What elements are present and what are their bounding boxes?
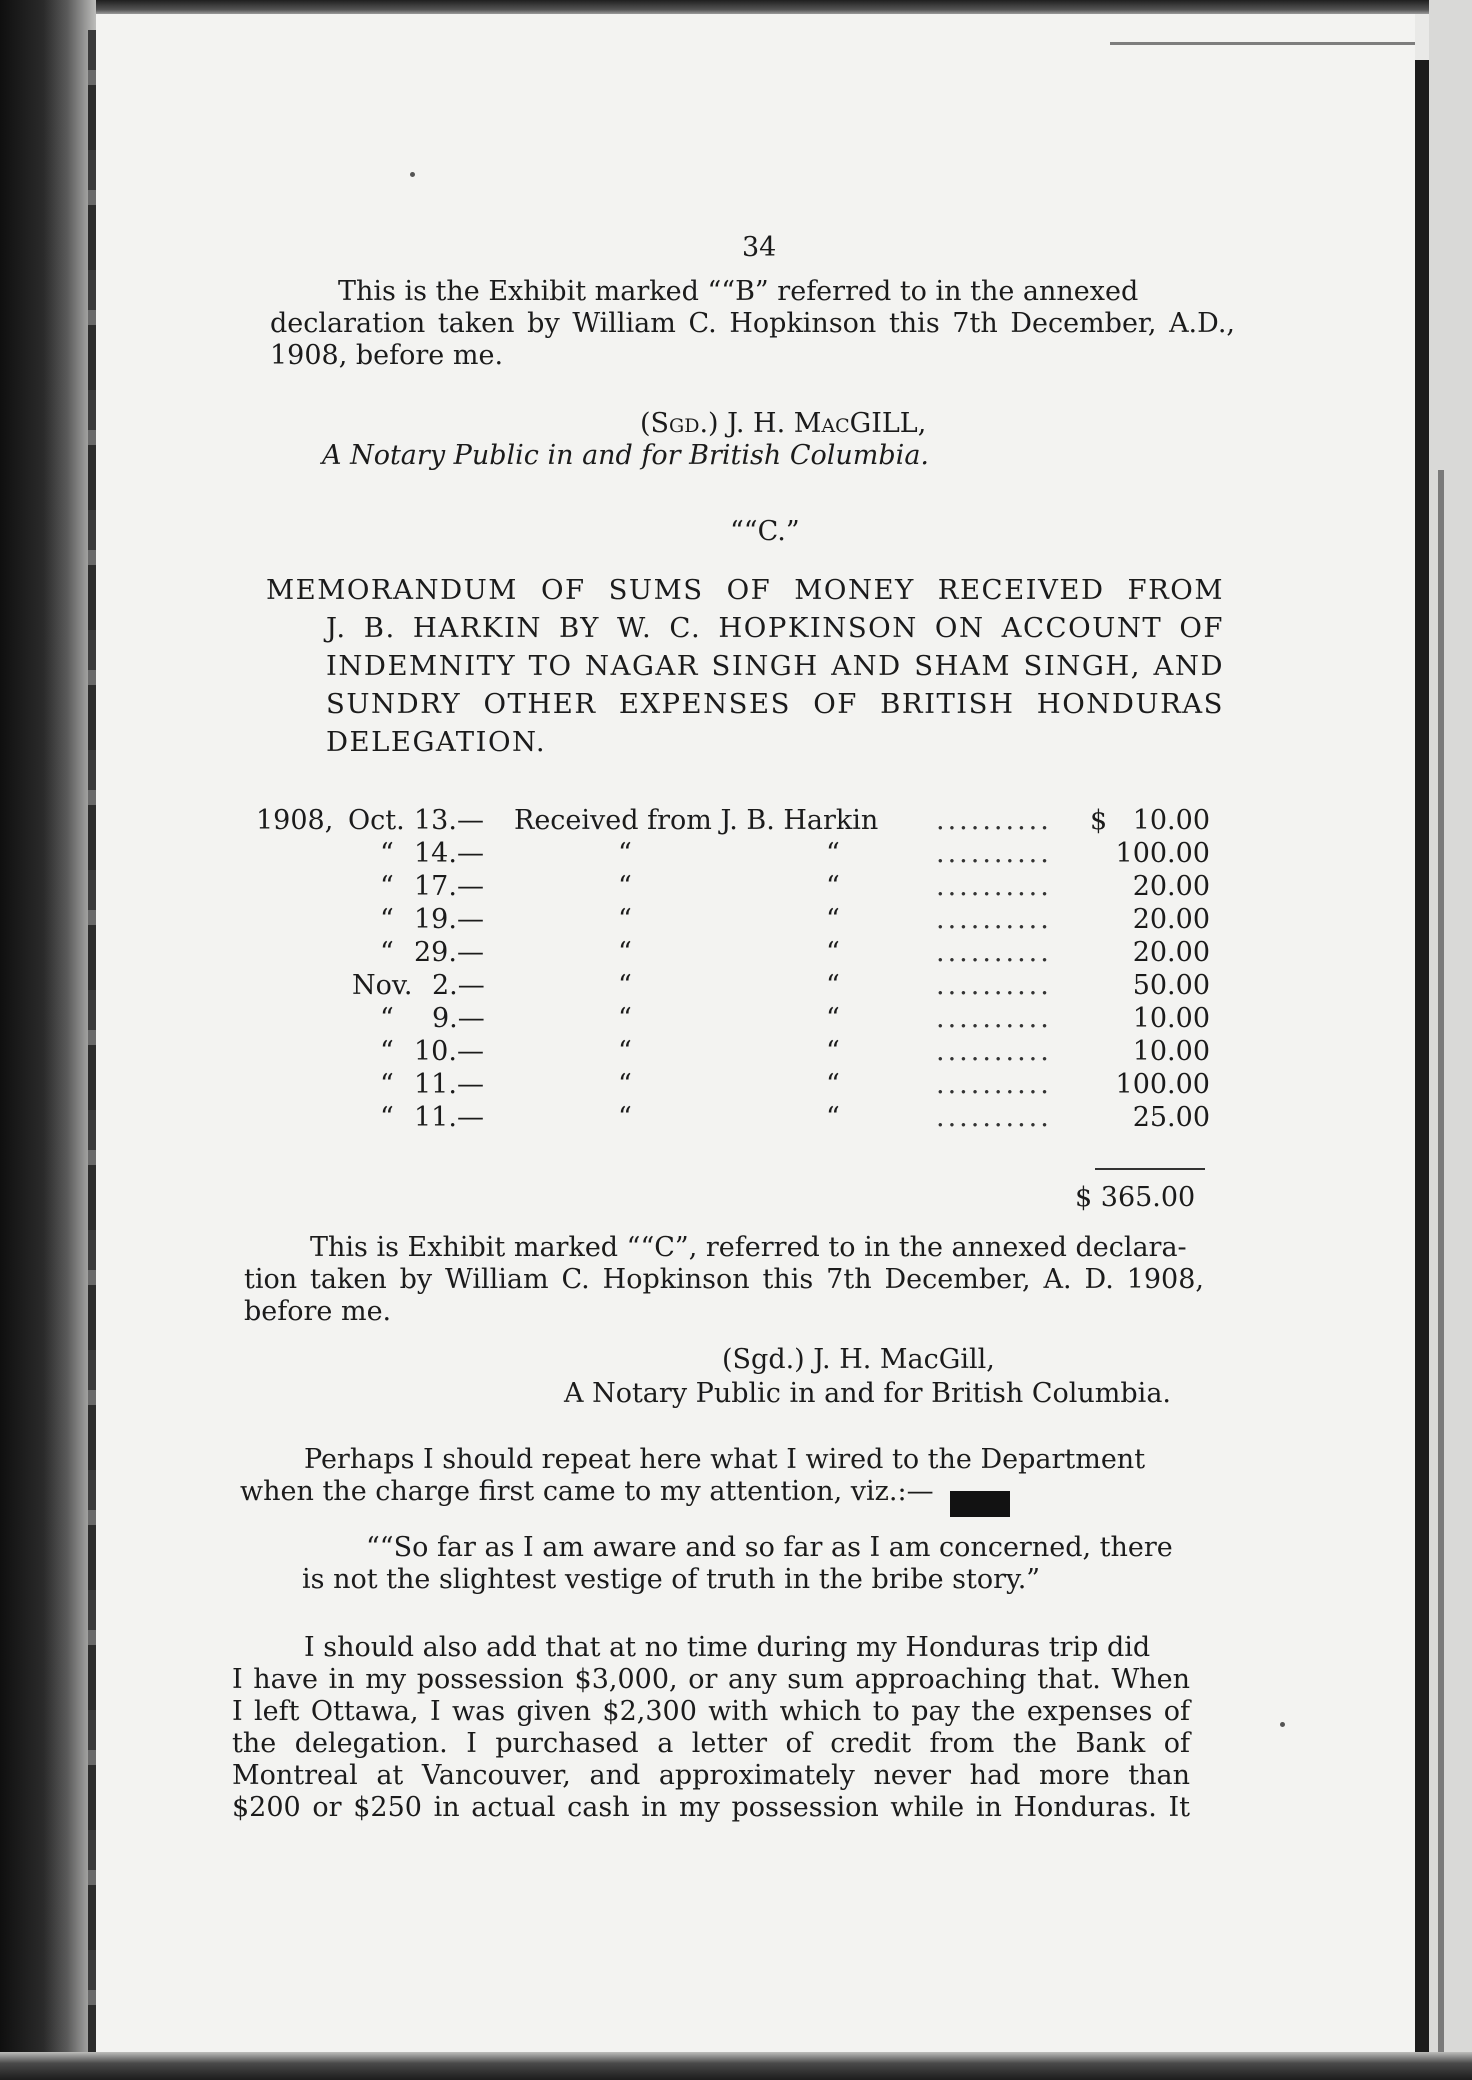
ledger-amount: 20.00: [1132, 871, 1210, 902]
ledger-day: 19.—: [414, 904, 484, 935]
scan-edge-right: [1429, 0, 1472, 2080]
ledger-leader-dots: ..........: [936, 1036, 1052, 1067]
ledger-ditto-mark: “: [618, 1069, 632, 1100]
paragraph-line: I should also add that at no time during my Honduras trip did: [304, 1632, 1151, 1663]
ledger-month: “: [380, 1102, 394, 1133]
ledger-amount: 25.00: [1132, 1102, 1210, 1133]
ledger-month: “: [380, 1003, 394, 1034]
ledger-dollar-sign: $: [1090, 805, 1108, 836]
ledger-amount: 50.00: [1132, 970, 1210, 1001]
ledger-row: [256, 838, 1210, 871]
total-rule: [1095, 1168, 1205, 1170]
ledger-amount: 10.00: [1132, 1003, 1210, 1034]
ledger-row: [256, 805, 1210, 838]
ledger-ditto-mark: “: [826, 970, 840, 1001]
ledger-amount: 10.00: [1132, 1036, 1210, 1067]
exhibit-b-line: 1908, before me.: [270, 340, 504, 371]
scan-binding-shadow: [1438, 470, 1444, 2080]
ledger-day: 11.—: [414, 1069, 484, 1100]
ledger-amount: 100.00: [1115, 1069, 1210, 1100]
paragraph-line: I left Ottawa, I was given $2,300 with which to pay the expenses of: [232, 1696, 1190, 1727]
memorandum-heading-line: INDEMNITY TO NAGAR SINGH AND SHAM SINGH, AND: [326, 650, 1224, 682]
ledger-day: 9.—: [432, 1003, 485, 1034]
paragraph-line: the delegation. I purchased a letter of credit from the Bank of: [232, 1728, 1190, 1759]
memorandum-heading-line: J. B. HARKIN BY W. C. HOPKINSON ON ACCOUNT OF: [326, 612, 1224, 644]
ledger-ditto-mark: “: [618, 1102, 632, 1133]
paragraph-line: $200 or $250 in actual cash in my possession while in Honduras. It: [232, 1792, 1190, 1823]
ledger-leader-dots: ..........: [936, 1102, 1052, 1133]
ledger-leader-dots: ..........: [936, 970, 1052, 1001]
exhibit-b-signature: (Sgd.) J. H. MacGILL,: [640, 408, 927, 439]
ledger-row: [256, 1036, 1210, 1069]
quote-line: ““So far as I am aware and so far as I am concerned, there: [366, 1532, 1173, 1563]
ledger-leader-dots: ..........: [936, 937, 1052, 968]
ledger-leader-dots: ..........: [936, 904, 1052, 935]
ledger-ditto-mark: “: [618, 1003, 632, 1034]
ledger-month: “: [380, 1036, 394, 1067]
scan-edge-top: [0, 0, 1472, 14]
ledger-day: 10.—: [414, 1036, 484, 1067]
memorandum-heading-line: MEMORANDUM OF SUMS OF MONEY RECEIVED FROM: [266, 574, 1224, 606]
scan-binding-bar: [1415, 60, 1429, 2080]
ledger-leader-dots: ..........: [936, 871, 1052, 902]
paragraph-line: Perhaps I should repeat here what I wired to the Department: [304, 1444, 1146, 1475]
ledger-day: 17.—: [414, 871, 484, 902]
ledger-row: [256, 871, 1210, 904]
ledger-year: 1908,: [256, 805, 334, 836]
ledger-amount: 20.00: [1132, 937, 1210, 968]
ledger-row: [256, 937, 1210, 970]
ledger-row: [256, 1069, 1210, 1102]
ledger-row: [256, 1003, 1210, 1036]
ledger-description: Received from J. B. Harkin: [514, 805, 879, 836]
scan-edge-left: [0, 0, 96, 2080]
ledger-total: $ 365.00: [1075, 1182, 1196, 1213]
ledger-month: “: [380, 1069, 394, 1100]
ledger-leader-dots: ..........: [936, 1069, 1052, 1100]
ledger-row: [256, 904, 1210, 937]
page-number: 34: [742, 232, 777, 263]
exhibit-c-label: ““C.”: [730, 516, 800, 547]
exhibit-b-notary: A Notary Public in and for British Columbia.: [322, 440, 929, 471]
ledger-ditto-mark: “: [826, 937, 840, 968]
paragraph-line: when the charge first came to my attention, viz.:—: [240, 1476, 934, 1507]
ledger-leader-dots: ..........: [936, 1003, 1052, 1034]
exhibit-c-signature: (Sgd.) J. H. MacGill,: [722, 1344, 995, 1375]
quote-line: is not the slightest vestige of truth in the bribe story.”: [302, 1564, 1041, 1595]
scan-edge-bottom: [0, 2052, 1472, 2080]
ledger-amount: 20.00: [1132, 904, 1210, 935]
ledger-month: “: [380, 838, 394, 869]
paragraph-line: I have in my possession $3,000, or any sum approaching that. When: [232, 1664, 1190, 1695]
ledger-ditto-mark: “: [618, 871, 632, 902]
ledger-month: “: [380, 937, 394, 968]
ledger-ditto-mark: “: [826, 1036, 840, 1067]
ledger-amount: 100.00: [1115, 838, 1210, 869]
ledger-ditto-mark: “: [618, 904, 632, 935]
exhibit-c-closing-line: This is Exhibit marked ““C”, referred to in the annexed declara-: [310, 1232, 1187, 1263]
ledger-ditto-mark: “: [618, 1036, 632, 1067]
paragraph-line: Montreal at Vancouver, and approximately never had more than: [232, 1760, 1190, 1791]
ledger-leader-dots: ..........: [936, 838, 1052, 869]
ledger-amount: 10.00: [1132, 805, 1210, 836]
ink-speck: [1280, 1722, 1285, 1727]
ledger-row: [256, 970, 1210, 1003]
ledger-day: 13.—: [414, 805, 484, 836]
ledger-month: “: [380, 871, 394, 902]
ledger-row: [256, 1102, 1210, 1135]
memorandum-heading-line: SUNDRY OTHER EXPENSES OF BRITISH HONDURAS: [326, 688, 1224, 720]
exhibit-b-line: declaration taken by William C. Hopkinson this 7th December, A.D.,: [270, 308, 1235, 339]
ledger-month: Nov.: [352, 970, 413, 1001]
receipts-ledger: [256, 805, 1210, 1135]
exhibit-c-closing-line: before me.: [244, 1296, 392, 1327]
ledger-day: 11.—: [414, 1102, 484, 1133]
exhibit-b-line: This is the Exhibit marked ““B” referred to in the annexed: [338, 276, 1139, 307]
top-rule: [1110, 42, 1415, 45]
ledger-ditto-mark: “: [618, 838, 632, 869]
ledger-ditto-mark: “: [618, 937, 632, 968]
scan-edge-left-texture: [88, 30, 96, 2060]
redaction-mark: [950, 1491, 1010, 1517]
ledger-month: “: [380, 904, 394, 935]
ledger-ditto-mark: “: [826, 904, 840, 935]
ledger-ditto-mark: “: [826, 1003, 840, 1034]
memorandum-heading-line: DELEGATION.: [326, 726, 547, 758]
ledger-month: Oct.: [348, 805, 405, 836]
ledger-ditto-mark: “: [826, 1069, 840, 1100]
ledger-ditto-mark: “: [826, 871, 840, 902]
exhibit-c-notary: A Notary Public in and for British Columbia.: [564, 1378, 1171, 1409]
ledger-day: 2.—: [432, 970, 485, 1001]
ledger-ditto-mark: “: [826, 838, 840, 869]
ledger-day: 29.—: [414, 937, 484, 968]
ink-speck: [410, 172, 415, 177]
ledger-ditto-mark: “: [618, 970, 632, 1001]
ledger-leader-dots: ..........: [936, 805, 1052, 836]
exhibit-c-closing-line: tion taken by William C. Hopkinson this 7th December, A. D. 1908,: [244, 1264, 1204, 1295]
ledger-day: 14.—: [414, 838, 484, 869]
ledger-ditto-mark: “: [826, 1102, 840, 1133]
